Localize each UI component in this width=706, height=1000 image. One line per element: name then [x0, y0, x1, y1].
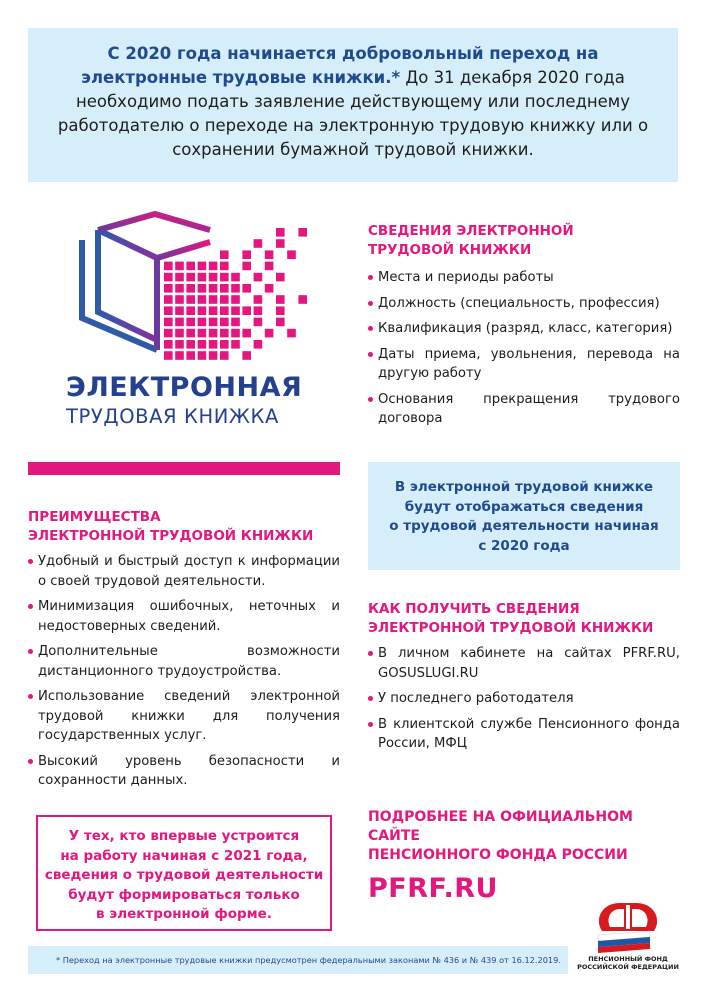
logo-pixel: [186, 351, 195, 360]
logo-pixel: [175, 340, 184, 349]
list-item: В клиентской службе Пенсионного фонда России, МФЦ: [368, 715, 680, 754]
howto-heading-line: КАК ПОЛУЧИТЬ СВЕДЕНИЯ: [368, 601, 580, 617]
logo-pixel: [198, 306, 207, 315]
logo-pixel: [220, 250, 229, 259]
new-workers-line: на работу начиная с 2021 года,: [60, 847, 308, 864]
new-workers-line: в электронной форме.: [96, 906, 272, 922]
list-item: Высокий уровень безопасности и сохранности данных.: [28, 752, 340, 791]
logo-pixel: [164, 340, 173, 349]
logo-pixel: [287, 329, 296, 338]
logo-pixel: [164, 351, 173, 360]
logo-pixel: [242, 351, 251, 360]
list-item: Использование сведений электронной трудовой книжки для получения государственных услуг.: [28, 687, 340, 746]
logo-pixel: [231, 329, 240, 338]
advantages-list: [28, 552, 340, 791]
logo-pixel: [220, 284, 229, 293]
pfr-logo-icon: [590, 897, 666, 953]
logo-pixel: [175, 262, 184, 271]
logo-pixel: [209, 273, 218, 282]
pfr-caption-line: ПЕНСИОННЫЙ ФОНД: [588, 955, 668, 963]
list-item: Должность (специальность, профессия): [368, 294, 680, 314]
logo-pixel: [254, 306, 263, 315]
list-item: Удобный и быстрый доступ к информации о своей трудовой деятельности.: [28, 552, 340, 591]
logo-pixel: [175, 329, 184, 338]
list-item: Даты приема, увольнения, перевода на другую работу: [368, 345, 680, 384]
logo-pixel: [209, 306, 218, 315]
notice-line: будут отображаться сведения: [404, 498, 644, 515]
logo-pixel: [242, 329, 251, 338]
logo-pixel: [198, 295, 207, 304]
howto-section: [368, 600, 680, 760]
logo-pixel: [276, 295, 285, 304]
new-workers-line: У тех, кто впервые устроится: [68, 828, 300, 844]
logo-pixel: [164, 295, 173, 304]
logo-pixel: [231, 318, 240, 327]
new-workers-box: [36, 815, 332, 931]
logo-pixel: [287, 250, 296, 259]
banner-text: До 31 декабря 2020 года необходимо подать заявление действующему или последнему работодателю о переходе на электронную трудовую книжку или о сохранении бумажной трудовой книжки.: [57, 68, 649, 159]
logo-pixel: [265, 250, 274, 259]
more-heading: [368, 808, 688, 865]
logo-pixel: [276, 228, 285, 237]
logo-pixel: [175, 273, 184, 282]
info-section: [368, 222, 680, 435]
advantages-section: [28, 508, 340, 797]
logo-pixel: [164, 273, 173, 282]
pfr-caption: [572, 955, 684, 971]
logo-pixel: [175, 351, 184, 360]
list-item: Основания прекращения трудового договора: [368, 390, 680, 429]
logo-pixel: [220, 262, 229, 271]
logo-pixel: [220, 329, 229, 338]
logo-pixel: [175, 295, 184, 304]
advantages-heading: [28, 508, 340, 546]
logo-pixel: [254, 295, 263, 304]
logo-pixel: [186, 340, 195, 349]
advantages-heading-line: ПРЕИМУЩЕСТВА: [28, 509, 161, 525]
site-link[interactable]: PFRF.RU: [368, 873, 498, 904]
logo-pixel: [220, 340, 229, 349]
advantages-heading-line: ЭЛЕКТРОННОЙ ТРУДОВОЙ КНИЖКИ: [28, 528, 314, 544]
logo-pixel: [298, 295, 307, 304]
logo-pixel: [220, 306, 229, 315]
new-workers-line: сведения о трудовой деятельности: [44, 867, 324, 883]
logo-pixel: [164, 318, 173, 327]
logo-pixel: [186, 295, 195, 304]
list-item: В личном кабинете на сайтах PFRF.RU, GOSUSLUGI.RU: [368, 644, 680, 683]
logo-pixel: [175, 284, 184, 293]
logo-pixel: [254, 239, 263, 248]
banner-lead: С 2020 года начинается добровольный переход на электронные трудовые книжки.*: [81, 44, 599, 87]
more-heading-line: ПЕНСИОННОГО ФОНДА РОССИИ: [368, 847, 628, 863]
logo-pixel: [198, 273, 207, 282]
logo-pixel: [186, 318, 195, 327]
list-item: Места и периоды работы: [368, 268, 680, 288]
list-item: У последнего работодателя: [368, 689, 680, 709]
info-list: [368, 268, 680, 429]
logo-pixel: [231, 306, 240, 315]
footnote: * Переход на электронные трудовые книжки предусмотрен федеральными законами № 436 и № 439 от 16.12.2019.: [28, 946, 568, 974]
logo-pixel: [254, 273, 263, 282]
logo-pixel: [276, 273, 285, 282]
logo-pixel: [242, 284, 251, 293]
logo-pixel: [186, 273, 195, 282]
logo-pixel: [209, 262, 218, 271]
notice-line: с 2020 года: [478, 537, 570, 554]
divider-bar: [28, 462, 340, 475]
logo-pixel: [198, 329, 207, 338]
logo-pixel: [164, 306, 173, 315]
logo-pixel: [186, 329, 195, 338]
notice-line: В электронной трудовой книжке: [394, 479, 654, 495]
logo-pixel: [231, 273, 240, 282]
logo-pixel: [231, 295, 240, 304]
logo-pixel: [220, 351, 229, 360]
logo-pixel: [254, 340, 263, 349]
logo-pixel: [209, 295, 218, 304]
logo-pixel: [298, 228, 307, 237]
howto-heading: [368, 600, 680, 638]
logo-pixel: [220, 295, 229, 304]
notice-line: о трудовой деятельности начиная: [389, 518, 659, 534]
logo-pixel: [254, 318, 263, 327]
logo-pixel: [209, 340, 218, 349]
logo-pixel: [175, 306, 184, 315]
logo-pixel: [198, 340, 207, 349]
logo-pixel: [198, 318, 207, 327]
more-heading-line: ПОДРОБНЕЕ НА ОФИЦИАЛЬНОМ САЙТЕ: [368, 809, 633, 844]
logo-pixel: [186, 284, 195, 293]
list-item: Дополнительные возможности дистанционного трудоустройства.: [28, 642, 340, 681]
howto-list: [368, 644, 680, 754]
logo-pixel: [265, 284, 274, 293]
info-heading-line: ТРУДОВОЙ КНИЖКИ: [368, 242, 532, 258]
logo-pixel: [198, 262, 207, 271]
logo-subtitle: ТРУДОВАЯ КНИЖКА: [66, 405, 279, 428]
notice-box: [368, 462, 680, 570]
logo-pixel: [209, 284, 218, 293]
logo-pixel: [242, 306, 251, 315]
logo-pixel: [276, 306, 285, 315]
logo-pixel: [198, 284, 207, 293]
logo-pixel: [164, 284, 173, 293]
logo-pixel: [276, 239, 285, 248]
logo-pixel: [186, 262, 195, 271]
logo-pixel: [220, 273, 229, 282]
logo-pixel: [209, 318, 218, 327]
logo-pixel: [231, 284, 240, 293]
list-item: Минимизация ошибочных, неточных и недостоверных сведений.: [28, 597, 340, 636]
more-info-section: [368, 808, 688, 904]
logo-pixel: [242, 262, 251, 271]
logo-pixel: [164, 262, 173, 271]
pfr-caption-line: РОССИЙСКОЙ ФЕДЕРАЦИИ: [577, 963, 679, 971]
logo-pixel: [164, 329, 173, 338]
info-heading: [368, 222, 680, 260]
logo-pixel: [242, 250, 251, 259]
top-banner: [28, 28, 678, 182]
logo-pixel: [198, 351, 207, 360]
logo-pixel: [265, 262, 274, 271]
list-item: Квалификация (разряд, класс, категория): [368, 319, 680, 339]
logo-pixel: [231, 340, 240, 349]
info-heading-line: СВЕДЕНИЯ ЭЛЕКТРОННОЙ: [368, 223, 574, 239]
logo-pixel: [276, 318, 285, 327]
logo-pixel: [175, 318, 184, 327]
new-workers-line: будут формироваться только: [68, 886, 300, 903]
logo-pixel: [209, 351, 218, 360]
logo-title: ЭЛЕКТРОННАЯ: [66, 372, 303, 403]
howto-heading-line: ЭЛЕКТРОННОЙ ТРУДОВОЙ КНИЖКИ: [368, 620, 654, 636]
logo-pixel: [220, 318, 229, 327]
logo-pixel: [186, 306, 195, 315]
logo-pixel: [265, 329, 274, 338]
logo-pixel: [209, 329, 218, 338]
